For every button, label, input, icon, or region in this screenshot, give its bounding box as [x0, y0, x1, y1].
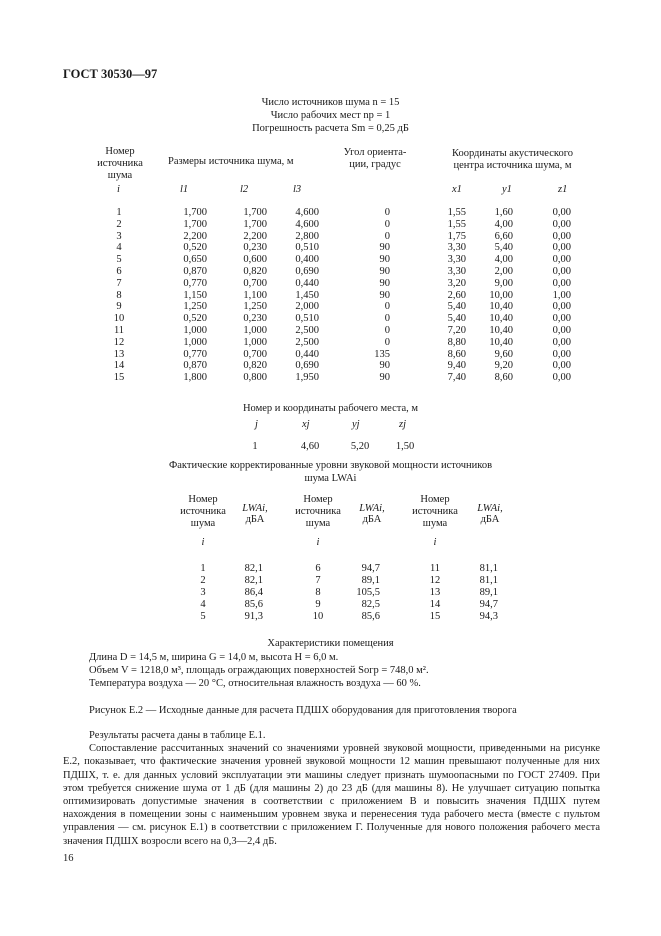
- t1-cell: 1,700: [183, 218, 207, 230]
- wp-val-y: 5,20: [350, 441, 370, 452]
- t1-cell: 1,800: [183, 372, 207, 384]
- t1-cell: 6,60: [494, 230, 513, 242]
- t1-cell: 5,40: [494, 242, 513, 254]
- t2-sym-i: i: [433, 537, 437, 548]
- wp-sym-z: zj: [399, 419, 407, 430]
- page-number: 16: [63, 853, 74, 864]
- t1-header-number: Номер источника шума: [97, 146, 143, 181]
- t2-sym-i: i: [316, 537, 320, 548]
- t2-level-value: 94,3: [479, 611, 498, 622]
- t1-cell: 8,80: [447, 336, 466, 348]
- room-line-dimensions: Длина D = 14,5 м, ширина G = 14,0 м, высота H = 6,0 м.: [89, 652, 339, 663]
- t1-cell: 1,55: [447, 207, 466, 218]
- body-paragraph: Результаты расчета даны в таблице Е.1.: [89, 730, 266, 741]
- t1-cell: 0,00: [552, 372, 571, 384]
- t2-source-number: 10: [312, 611, 324, 622]
- t2-level-value: 81,1: [479, 563, 498, 574]
- t1-header-coords: Координаты акустического центра источника шума, м: [451, 148, 574, 171]
- t1-row-number: 14: [113, 360, 125, 372]
- t2-level-value: 82,5: [361, 599, 380, 610]
- t2-source-number: 13: [429, 587, 441, 598]
- t1-cell: 90: [379, 289, 390, 301]
- t1-sym-l1: l1: [180, 184, 189, 195]
- param-error: Погрешность расчета Sm = 0,25 дБ: [252, 123, 409, 134]
- t1-cell: 9,20: [494, 360, 513, 372]
- t1-cell: 135: [374, 348, 390, 360]
- t1-cell: 90: [379, 372, 390, 384]
- t2-level-value: 86,4: [244, 587, 263, 598]
- t1-cell: 2,500: [295, 325, 319, 336]
- t2-source-number: 8: [315, 587, 321, 598]
- room-line-volume: Объем V = 1218,0 м³, площадь ограждающих поверхностей Sогр = 748,0 м².: [89, 665, 429, 676]
- t1-cell: 10,40: [489, 336, 513, 348]
- t2-source-number: 2: [200, 575, 206, 586]
- t2-source-number: 9: [315, 599, 321, 610]
- t1-sym-l2: l2: [240, 184, 249, 195]
- t1-cell: 9,40: [447, 360, 466, 372]
- t1-cell: 0,00: [552, 313, 571, 325]
- t1-cell: 90: [379, 277, 390, 289]
- t2-source-number: 1: [200, 563, 206, 574]
- t2-source-number: 11: [429, 563, 441, 574]
- t1-cell: 0,440: [295, 348, 319, 360]
- t1-cell: 10,40: [489, 325, 513, 336]
- t1-cell: 8,60: [494, 372, 513, 384]
- t1-cell: 0: [384, 218, 390, 230]
- t1-cell: 5,40: [447, 301, 466, 313]
- t1-row-number: 5: [116, 254, 122, 266]
- wp-sym-y: yj: [352, 419, 360, 430]
- t2-level-value: 81,1: [479, 575, 498, 586]
- t1-cell: 1,000: [243, 325, 267, 336]
- t1-cell: 0,800: [243, 372, 267, 384]
- t1-cell: 1,55: [447, 218, 466, 230]
- t2-title-line2: шума LWAi: [304, 473, 357, 484]
- t1-header-sizes: Размеры источника шума, м: [168, 156, 294, 167]
- t1-cell: 1,60: [494, 207, 513, 218]
- wp-val-x: 4,60: [300, 441, 320, 452]
- t1-cell: 8,60: [447, 348, 466, 360]
- t1-cell: 2,500: [295, 336, 319, 348]
- body-text: [63, 729, 600, 848]
- t2-level-value: 89,1: [361, 575, 380, 586]
- t2-title-line1: Фактические корректированные уровни звуковой мощности источников: [168, 460, 493, 471]
- t1-cell: 0,00: [552, 301, 571, 313]
- t1-cell: 0: [384, 336, 390, 348]
- t1-cell: 0,770: [183, 348, 207, 360]
- t1-cell: 0,510: [295, 242, 319, 254]
- t1-cell: 0: [384, 207, 390, 218]
- t1-cell: 7,40: [447, 372, 466, 384]
- t1-cell: 0,00: [552, 277, 571, 289]
- t1-cell: 0,520: [183, 242, 207, 254]
- t1-cell: 3,30: [447, 266, 466, 277]
- t1-cell: 1,000: [183, 336, 207, 348]
- t1-cell: 0,700: [243, 277, 267, 289]
- t1-cell: 0,00: [552, 360, 571, 372]
- t1-cell: 10,00: [489, 289, 513, 301]
- t1-cell: 5,40: [447, 313, 466, 325]
- wp-val-z: 1,50: [395, 441, 415, 452]
- t2-source-number: 12: [429, 575, 441, 586]
- t2-source-number: 4: [200, 599, 206, 610]
- t1-cell: 0,230: [243, 242, 267, 254]
- t2-source-number: 14: [429, 599, 441, 610]
- t1-cell: 9,60: [494, 348, 513, 360]
- t1-sym-y: y1: [502, 184, 512, 195]
- t1-cell: 0,870: [183, 266, 207, 277]
- t1-cell: 0,600: [243, 254, 267, 266]
- t1-cell: 1,150: [183, 289, 207, 301]
- t1-cell: 2,000: [295, 301, 319, 313]
- t1-sym-x: x1: [452, 184, 462, 195]
- t2-level-value: 82,1: [244, 575, 263, 586]
- t1-cell: 0,870: [183, 360, 207, 372]
- t1-row-number: 3: [116, 230, 122, 242]
- t1-cell: 0: [384, 325, 390, 336]
- t1-cell: 2,200: [243, 230, 267, 242]
- t1-row-number: 9: [116, 301, 122, 313]
- t1-cell: 0,00: [552, 348, 571, 360]
- t2-header-number: Номер источника шума: [180, 494, 226, 529]
- t1-row-number: 10: [113, 313, 125, 325]
- t2-source-number: 6: [315, 563, 321, 574]
- t1-cell: 0,690: [295, 360, 319, 372]
- room-line-climate: Температура воздуха — 20 °С, относительная влажность воздуха — 60 %.: [89, 678, 421, 689]
- t1-cell: 0,00: [552, 254, 571, 266]
- t2-sym-i: i: [201, 537, 205, 548]
- param-workplace-count: Число рабочих мест nр = 1: [270, 110, 391, 121]
- wp-sym-x: xj: [302, 419, 310, 430]
- t1-row-number: 13: [113, 348, 125, 360]
- param-source-count: Число источников шума n = 15: [261, 97, 400, 108]
- t2-source-number: 7: [315, 575, 321, 586]
- t1-sym-z: z1: [558, 184, 568, 195]
- t1-row-number: 7: [116, 277, 122, 289]
- t1-cell: 0,650: [183, 254, 207, 266]
- t2-level-value: 94,7: [361, 563, 380, 574]
- t1-row-number: 8: [116, 289, 122, 301]
- t1-cell: 1,75: [447, 230, 466, 242]
- t1-cell: 0,700: [243, 348, 267, 360]
- t1-cell: 0,510: [295, 313, 319, 325]
- t1-cell: 0,400: [295, 254, 319, 266]
- t1-cell: 1,450: [295, 289, 319, 301]
- t1-cell: 0,690: [295, 266, 319, 277]
- t1-cell: 1,700: [243, 218, 267, 230]
- t1-cell: 0,00: [552, 325, 571, 336]
- t1-cell: 0: [384, 301, 390, 313]
- t1-cell: 10,40: [489, 313, 513, 325]
- t1-cell: 1,000: [183, 325, 207, 336]
- t1-row-number: 15: [113, 372, 125, 384]
- t1-cell: 4,600: [295, 207, 319, 218]
- t1-row-number: 6: [116, 266, 122, 277]
- t2-level-value: 94,7: [479, 599, 498, 610]
- t1-cell: 10,40: [489, 301, 513, 313]
- t2-level-value: 85,6: [244, 599, 263, 610]
- t2-level-value: 91,3: [244, 611, 263, 622]
- t1-sym-i: i: [117, 184, 120, 195]
- t2-header-level: LWAi, дБА: [242, 503, 268, 525]
- t1-sym-l3: l3: [293, 184, 302, 195]
- t1-row-number: 4: [116, 242, 122, 254]
- t1-cell: 90: [379, 266, 390, 277]
- t1-cell: 1,00: [552, 289, 571, 301]
- t1-cell: 4,00: [494, 254, 513, 266]
- t1-cell: 0,00: [552, 230, 571, 242]
- t2-source-number: 5: [200, 611, 206, 622]
- t1-cell: 90: [379, 360, 390, 372]
- t1-row-number: 12: [113, 336, 125, 348]
- t1-cell: 0,00: [552, 336, 571, 348]
- wp-val-j: 1: [252, 441, 258, 452]
- t1-cell: 3,30: [447, 242, 466, 254]
- t1-cell: 9,00: [494, 277, 513, 289]
- t2-level-value: 105,5: [356, 587, 380, 598]
- t1-row-number: 11: [113, 325, 125, 336]
- t1-cell: 1,000: [243, 336, 267, 348]
- t1-header-angle: Угол ориента- ции, градус: [343, 147, 407, 170]
- figure-caption: Рисунок Е.2 — Исходные данные для расчета ПДШХ оборудования для приготовления творога: [89, 705, 517, 716]
- t1-row-number: 1: [116, 207, 122, 218]
- t1-cell: 2,800: [295, 230, 319, 242]
- t2-header-number: Номер источника шума: [295, 494, 341, 529]
- t2-level-value: 89,1: [479, 587, 498, 598]
- t2-header-number: Номер источника шума: [412, 494, 458, 529]
- body-paragraph: Сопоставление рассчитанных значений со значениями уровней звуковой мощности, приведенными на рисунке Е.2, показывает, что фактические значения уровней звуковой мощности 12 машин превышают полученные для них ПДШХ, т. е. для данных условий эксплуатации эти машины следует признать шумоопасными по ГОСТ 27409. При этом требуется снижение шума от 1 дБ (для машины 2) до 23 дБ (для машины 8). Не улучшает ситуацию попытка оптимизировать допустимые значения в соответствии с приложением В и повысить значения ПДШХ путем нахождения в помещении зоны с наименьшим уровнем звука и перенесения туда рабочего места (вместе с пультом управления — см. рисунок Е.1) в соответствии с приложением Г. Полученные для нового положения рабочего места значения ПДШХ возросли всего на 0,3—2,4 дБ.: [63, 743, 600, 847]
- t2-source-number: 3: [200, 587, 206, 598]
- t1-cell: 0,820: [243, 360, 267, 372]
- t1-cell: 7,20: [447, 325, 466, 336]
- t1-cell: 3,30: [447, 254, 466, 266]
- t1-cell: 0,00: [552, 207, 571, 218]
- t1-cell: 1,950: [295, 372, 319, 384]
- t1-cell: 1,250: [183, 301, 207, 313]
- t1-cell: 1,250: [243, 301, 267, 313]
- t1-row-number: 2: [116, 218, 122, 230]
- t1-cell: 2,00: [494, 266, 513, 277]
- t2-header-level: LWAi, дБА: [477, 503, 503, 525]
- workplace-title: Номер и координаты рабочего места, м: [242, 403, 419, 414]
- t1-cell: 0,440: [295, 277, 319, 289]
- t1-cell: 1,100: [243, 289, 267, 301]
- room-title: Характеристики помещения: [267, 638, 394, 649]
- t1-cell: 0,230: [243, 313, 267, 325]
- t1-cell: 3,20: [447, 277, 466, 289]
- t1-cell: 0: [384, 313, 390, 325]
- t1-cell: 1,700: [243, 207, 267, 218]
- t1-cell: 0,00: [552, 266, 571, 277]
- t1-cell: 90: [379, 242, 390, 254]
- t1-cell: 4,600: [295, 218, 319, 230]
- t2-level-value: 85,6: [361, 611, 380, 622]
- t1-cell: 0,00: [552, 242, 571, 254]
- wp-sym-j: j: [255, 419, 258, 430]
- t1-cell: 1,700: [183, 207, 207, 218]
- t1-cell: 0,00: [552, 218, 571, 230]
- t2-header-level: LWAi, дБА: [359, 503, 385, 525]
- t1-cell: 0,770: [183, 277, 207, 289]
- t1-cell: 90: [379, 254, 390, 266]
- t1-cell: 4,00: [494, 218, 513, 230]
- t1-cell: 2,200: [183, 230, 207, 242]
- t1-cell: 0,820: [243, 266, 267, 277]
- document-header: ГОСТ 30530—97: [63, 67, 158, 81]
- t2-source-number: 15: [429, 611, 441, 622]
- t2-level-value: 82,1: [244, 563, 263, 574]
- t1-cell: 0: [384, 230, 390, 242]
- t1-cell: 2,60: [447, 289, 466, 301]
- t1-cell: 0,520: [183, 313, 207, 325]
